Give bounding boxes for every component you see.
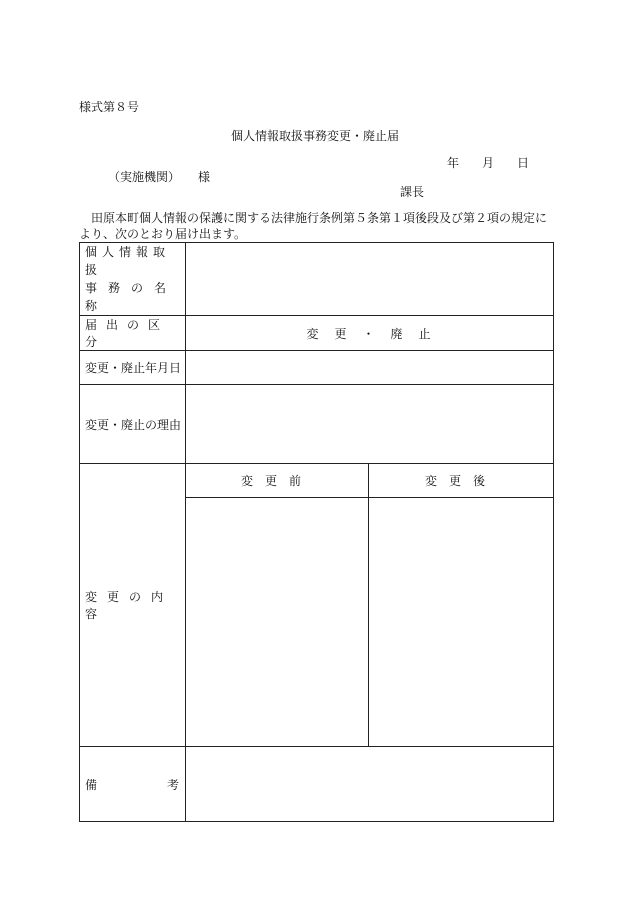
form-table xyxy=(79,242,554,822)
intro-text: 田原本町個人情報の保護に関する法律施行条例第５条第１項後段及び第２項の規定により、次のとおり届け出ます。 xyxy=(79,211,548,241)
label-remarks xyxy=(80,747,186,822)
label-business-name-line2: 事務の名称 xyxy=(85,281,178,313)
header-before: 変更前 xyxy=(186,464,369,498)
value-change-date[interactable] xyxy=(186,351,554,385)
date-line xyxy=(447,154,529,171)
form-number: 様式第８号 xyxy=(79,100,140,114)
label-remarks-left: 備 xyxy=(85,777,98,792)
row-change-header xyxy=(80,464,554,498)
value-after[interactable] xyxy=(369,498,554,747)
header-after: 変更後 xyxy=(369,464,554,498)
row-remarks xyxy=(80,747,554,822)
recipient: （実施機関） 様 xyxy=(108,170,211,184)
date-day: 日 xyxy=(517,156,530,170)
label-change-content: 変更の内容 xyxy=(80,464,186,747)
value-category: 変 更 ・ 廃 止 xyxy=(186,316,554,351)
date-year: 年 xyxy=(447,156,460,170)
row-business-name xyxy=(80,243,554,316)
form-title: 個人情報取扱事務変更・廃止届 xyxy=(230,129,399,143)
row-category xyxy=(80,316,554,351)
label-category: 届出の区分 xyxy=(80,316,186,351)
label-business-name-line1: 個人情報取扱 xyxy=(85,245,171,277)
value-business-name[interactable] xyxy=(186,243,554,316)
value-change-reason[interactable] xyxy=(186,385,554,464)
label-change-date: 変更・廃止年月日 xyxy=(80,351,186,385)
row-change-reason xyxy=(80,385,554,464)
value-remarks[interactable] xyxy=(186,747,554,822)
label-remarks-right: 考 xyxy=(166,777,179,792)
division-title: 課長 xyxy=(400,185,425,199)
row-change-date xyxy=(80,351,554,385)
date-month: 月 xyxy=(482,156,495,170)
label-business-name xyxy=(80,243,186,316)
label-change-reason: 変更・廃止の理由 xyxy=(80,385,186,464)
value-before[interactable] xyxy=(186,498,369,747)
